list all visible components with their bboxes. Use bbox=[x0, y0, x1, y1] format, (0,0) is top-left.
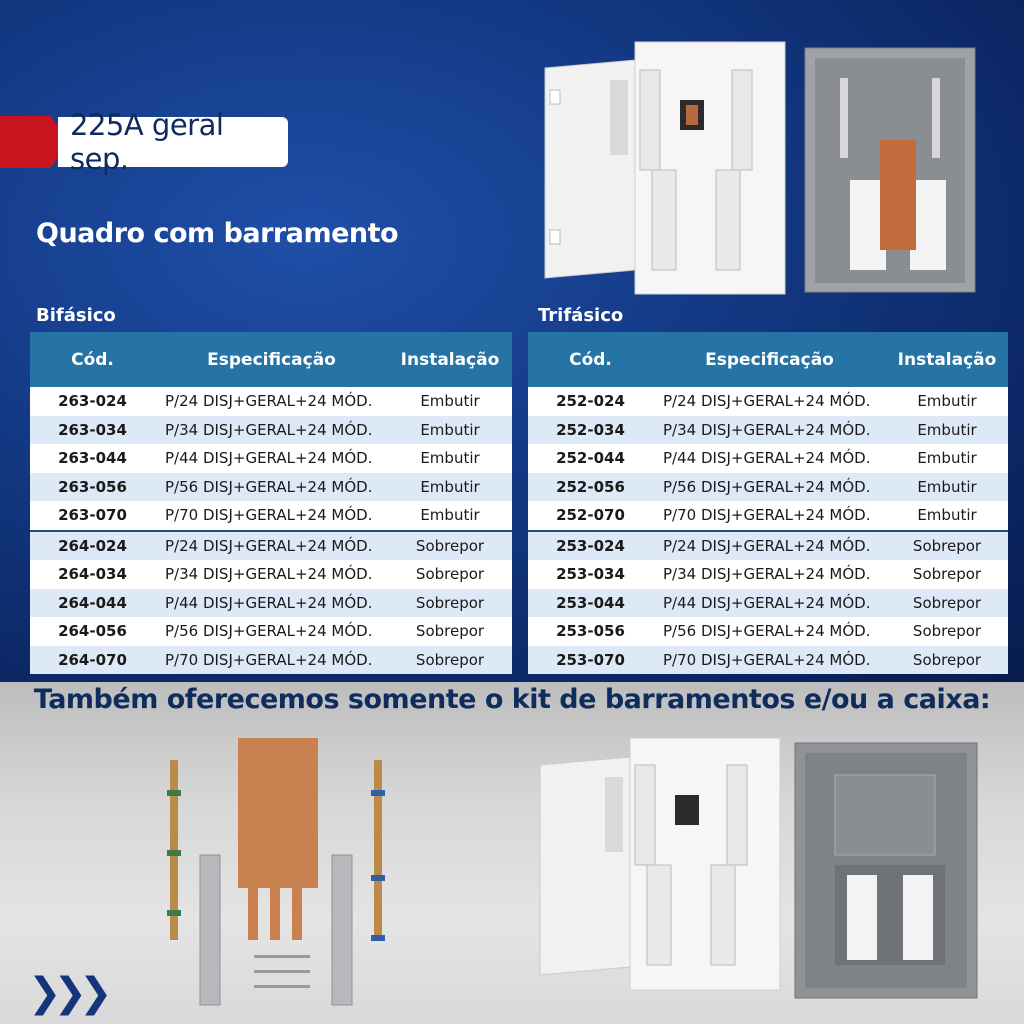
triple-chevron-right-icon: ❯❯❯ bbox=[28, 970, 105, 1016]
table-row bbox=[30, 387, 512, 416]
header-spec: Especificação bbox=[155, 332, 388, 387]
table-row bbox=[30, 416, 512, 445]
busbar-kit-photo bbox=[150, 730, 410, 1010]
cell-install: Sobrepor bbox=[886, 589, 1008, 618]
table-header-row bbox=[30, 332, 512, 387]
cell-spec: P/70 DISJ+GERAL+24 MÓD. bbox=[155, 646, 388, 675]
cell-spec: P/24 DISJ+GERAL+24 MÓD. bbox=[663, 392, 871, 411]
table-row bbox=[528, 646, 1008, 675]
cell-install: Embutir bbox=[388, 416, 512, 445]
cell-install: Sobrepor bbox=[912, 565, 982, 584]
cell-spec: P/70 DISJ+GERAL+24 MÓD. bbox=[653, 646, 886, 675]
cell-install: Embutir bbox=[917, 506, 977, 525]
bifasico-table-body bbox=[30, 387, 512, 674]
trifasico-table bbox=[528, 332, 1008, 674]
table-row bbox=[30, 589, 512, 618]
table-row bbox=[30, 473, 512, 502]
cell-install: Embutir bbox=[388, 473, 512, 502]
cell-spec: P/44 DISJ+GERAL+24 MÓD. bbox=[155, 589, 388, 618]
cell-code: 263-056 bbox=[30, 473, 155, 502]
cell-code: 264-056 bbox=[58, 622, 127, 641]
trifasico-table-body bbox=[528, 387, 1008, 674]
table-row bbox=[528, 473, 1008, 502]
cell-spec: P/70 DISJ+GERAL+24 MÓD. bbox=[663, 506, 871, 525]
cell-install: Embutir bbox=[886, 416, 1008, 445]
header-install: Instalação bbox=[886, 332, 1008, 387]
cell-install: Embutir bbox=[917, 392, 977, 411]
table-row bbox=[30, 444, 512, 473]
table-row bbox=[528, 501, 1008, 531]
cell-code: 252-034 bbox=[528, 416, 653, 445]
cell-spec: P/24 DISJ+GERAL+24 MÓD. bbox=[165, 392, 373, 411]
cell-install: Sobrepor bbox=[388, 531, 512, 561]
cell-install: Embutir bbox=[420, 506, 480, 525]
panel-board-photo-top bbox=[540, 40, 980, 300]
header-code: Cód. bbox=[30, 332, 155, 387]
table-row bbox=[30, 560, 512, 589]
cell-install: Embutir bbox=[420, 449, 480, 468]
cell-code: 253-070 bbox=[528, 646, 653, 675]
cell-code: 253-056 bbox=[556, 622, 625, 641]
cell-spec: P/56 DISJ+GERAL+24 MÓD. bbox=[663, 622, 871, 641]
cell-spec: P/24 DISJ+GERAL+24 MÓD. bbox=[155, 531, 388, 561]
cell-spec: P/70 DISJ+GERAL+24 MÓD. bbox=[165, 506, 373, 525]
cell-code: 264-070 bbox=[30, 646, 155, 675]
cell-code: 253-044 bbox=[528, 589, 653, 618]
cell-install: Sobrepor bbox=[388, 646, 512, 675]
table-row bbox=[528, 444, 1008, 473]
trifasico-label: Trifásico bbox=[538, 305, 624, 326]
kit-headline: Também oferecemos somente o kit de barramentos e/ou a caixa: bbox=[33, 684, 991, 715]
cell-spec: P/24 DISJ+GERAL+24 MÓD. bbox=[653, 531, 886, 561]
header-install: Instalação bbox=[388, 332, 512, 387]
cell-code: 252-070 bbox=[556, 506, 625, 525]
table-row bbox=[528, 560, 1008, 589]
cell-spec: P/44 DISJ+GERAL+24 MÓD. bbox=[165, 449, 373, 468]
cell-install: Sobrepor bbox=[415, 565, 485, 584]
cell-spec: P/34 DISJ+GERAL+24 MÓD. bbox=[165, 565, 373, 584]
cell-code: 264-024 bbox=[30, 531, 155, 561]
cell-install: Sobrepor bbox=[886, 531, 1008, 561]
cell-code: 264-044 bbox=[30, 589, 155, 618]
cell-spec: P/44 DISJ+GERAL+24 MÓD. bbox=[663, 449, 871, 468]
header-code: Cód. bbox=[528, 332, 653, 387]
table-header-row bbox=[528, 332, 1008, 387]
cell-code: 263-034 bbox=[30, 416, 155, 445]
rating-badge-text: 225A geral sep. bbox=[70, 108, 224, 176]
cell-code: 263-024 bbox=[58, 392, 127, 411]
cell-install: Sobrepor bbox=[886, 646, 1008, 675]
cell-install: Embutir bbox=[886, 473, 1008, 502]
cell-code: 264-034 bbox=[58, 565, 127, 584]
bifasico-table bbox=[30, 332, 512, 674]
cell-spec: P/34 DISJ+GERAL+24 MÓD. bbox=[663, 565, 871, 584]
cell-install: Sobrepor bbox=[388, 589, 512, 618]
table-row bbox=[528, 416, 1008, 445]
cell-spec: P/44 DISJ+GERAL+24 MÓD. bbox=[653, 589, 886, 618]
cell-spec: P/56 DISJ+GERAL+24 MÓD. bbox=[653, 473, 886, 502]
cell-install: Embutir bbox=[917, 449, 977, 468]
rating-badge bbox=[58, 108, 288, 176]
table-row bbox=[528, 617, 1008, 646]
cell-code: 253-024 bbox=[528, 531, 653, 561]
bifasico-label: Bifásico bbox=[36, 305, 116, 326]
cell-code: 252-024 bbox=[556, 392, 625, 411]
cell-spec: P/34 DISJ+GERAL+24 MÓD. bbox=[155, 416, 388, 445]
cell-spec: P/34 DISJ+GERAL+24 MÓD. bbox=[653, 416, 886, 445]
cell-code: 252-056 bbox=[528, 473, 653, 502]
cell-code: 252-044 bbox=[556, 449, 625, 468]
table-row bbox=[528, 531, 1008, 561]
cell-code: 263-070 bbox=[58, 506, 127, 525]
page-subtitle: Quadro com barramento bbox=[36, 218, 399, 249]
cell-code: 263-044 bbox=[58, 449, 127, 468]
enclosure-photo-bottom bbox=[535, 735, 985, 1005]
cell-spec: P/56 DISJ+GERAL+24 MÓD. bbox=[155, 473, 388, 502]
cell-install: Sobrepor bbox=[415, 622, 485, 641]
table-row bbox=[30, 501, 512, 531]
table-row bbox=[528, 387, 1008, 416]
header-spec: Especificação bbox=[653, 332, 886, 387]
cell-install: Embutir bbox=[420, 392, 480, 411]
cell-code: 253-034 bbox=[556, 565, 625, 584]
table-row bbox=[30, 531, 512, 561]
table-row bbox=[30, 617, 512, 646]
table-row bbox=[30, 646, 512, 675]
cell-spec: P/56 DISJ+GERAL+24 MÓD. bbox=[165, 622, 373, 641]
cell-install: Sobrepor bbox=[912, 622, 982, 641]
table-row bbox=[528, 589, 1008, 618]
